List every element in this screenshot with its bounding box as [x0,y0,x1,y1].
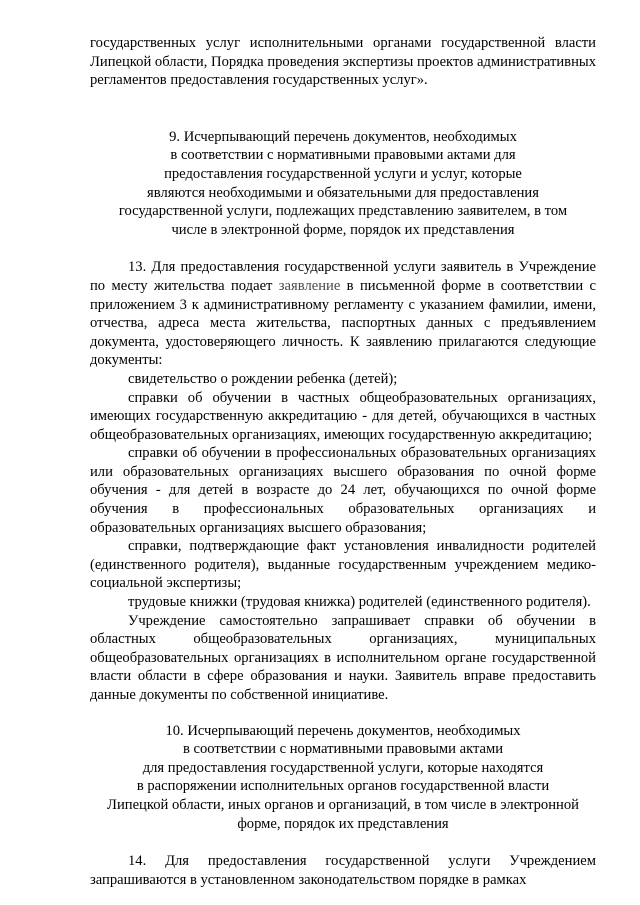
section-10-heading [90,722,596,834]
document-page [90,34,596,889]
heading-line: в распоряжении исполнительных органов государственной власти [136,778,550,795]
heading-line: государственной услуги, подлежащих представлению заявителем, в том [118,203,568,220]
heading-line: числе в электронной форме, порядок их представления [171,221,515,238]
heading-line: в соответствии с нормативными правовыми актами [182,741,504,758]
heading-line: являются необходимыми и обязательными для предоставления [147,184,539,201]
heading-line: для предоставления государственной услуги, которые находятся [142,759,544,776]
paragraph-13-start: 13. Для предоставления государственной услуги заявитель в Учреждение по месту жительства подает [90,259,596,294]
document-list-item: свидетельство о рождении ребенка (детей); [128,370,398,387]
intro-paragraph: государственных услуг исполнительными органами государственной власти Липецкой области, Порядка проведения экспертизы проектов административных регламентов предоставления государственных услуг». [90,35,596,89]
heading-line: 9. Исчерпывающий перечень документов, необходимых [169,128,517,145]
paragraph-14: 14. Для предоставления государственной услуги Учреждением запрашиваются в установленном законодательством порядке в рамках [90,853,596,888]
heading-line: 10. Исчерпывающий перечень документов, необходимых [165,722,521,739]
document-list-item: трудовые книжки (трудовая книжка) родителей (единственного родителя). [128,594,591,611]
heading-line: Липецкой области, иных органов и организаций, в том числе в электронной [107,796,579,813]
institution-paragraph: Учреждение самостоятельно запрашивает справки об обучении в областных общеобразовательных организациях, муниципальных общеобразовательных организациях в исполнительном органе государственной власти области в сфере образования и науки. Заявитель вправе предоставить данные документы по собственной инициативе. [90,612,596,703]
document-list-item: справки об обучении в профессиональных образовательных организациях или образовательных организациях высшего образования по очной форме обучения - для детей в возрасте до 24 лет, обучающихся по очной форме обучения в профессиональных образовательных организациях и образовательных организациях высшего образования; [90,445,596,536]
application-link[interactable]: заявление [278,277,341,294]
heading-line: форме, порядок их представления [237,815,449,832]
paragraph-13 [90,258,596,370]
document-list-item: справки, подтверждающие факт установления инвалидности родителей (единственного родителя), выданные государственным учреждением медико-социальной экспертизы; [90,538,596,592]
heading-line: предоставления государственной услуги и услуг, которые [164,165,522,182]
paragraph-13-end: в письменной форме в соответствии с приложением 3 к административному регламенту с указанием фамилии, имени, отчества, адреса места жительства, паспортных данных с предъявлением документа, удостоверяющего личность. К заявлению прилагаются следующие документы: [90,277,596,369]
document-list-item: справки об обучении в частных общеобразовательных организациях, имеющих государственную аккредитацию - для детей, обучающихся в частных общеобразовательных организациях, имеющих государственную аккредитацию; [90,389,596,443]
heading-line: в соответствии с нормативными правовыми актами для [170,147,516,164]
section-9-heading [90,128,596,240]
